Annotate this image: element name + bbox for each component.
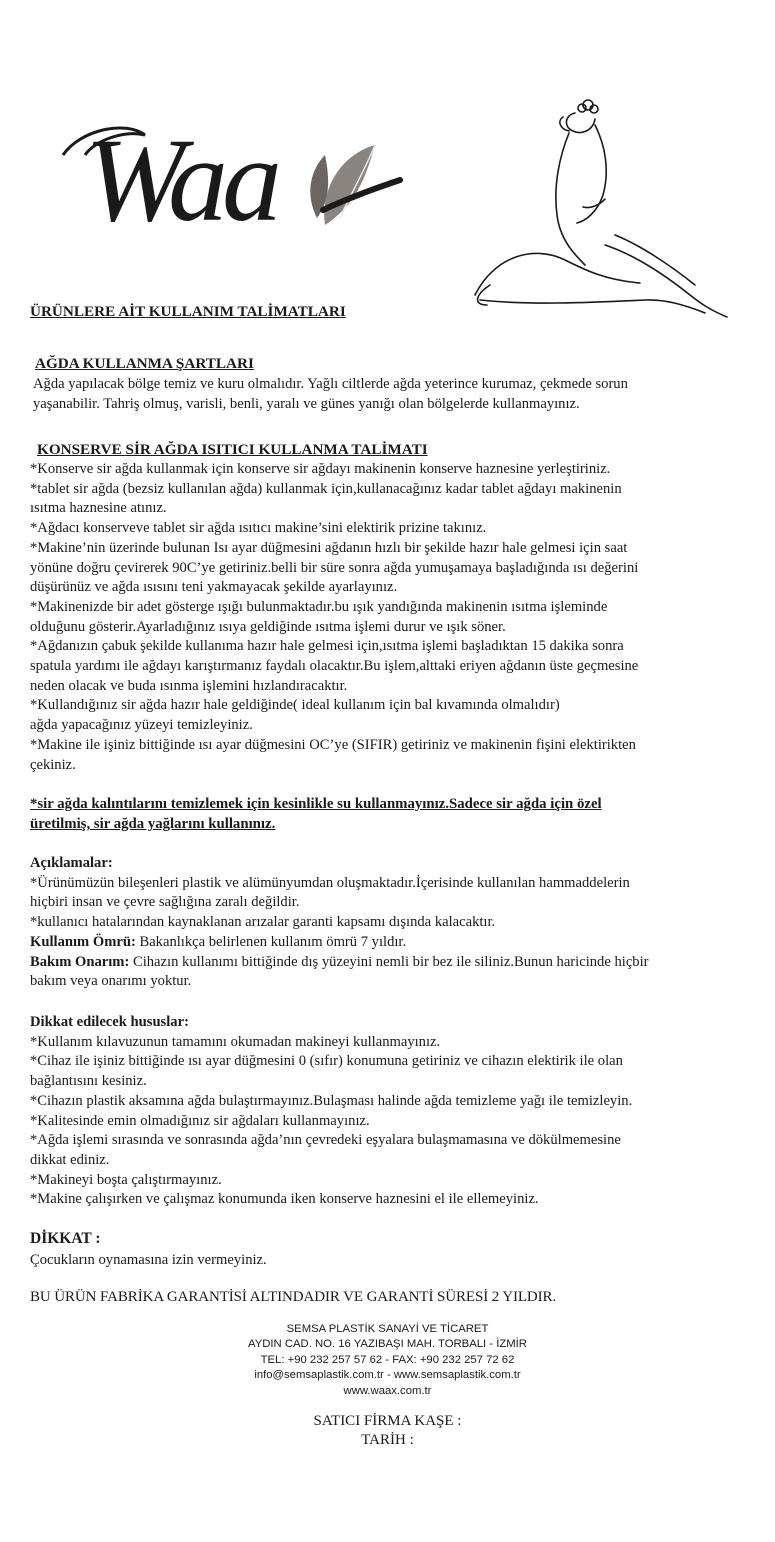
bakim-onarim-label: Bakım Onarım: [30, 953, 130, 970]
section-body-konserve [30, 460, 750, 775]
svg-text:Waa: Waa [85, 113, 276, 240]
text-line: *Kullandığınız sir ağda hazır hale geldiğinde( ideal kullanım için bal kıvamında olmalıdır) [30, 697, 560, 714]
text-line: üretilmiş, sir ağda yağlarını kullanınız. [30, 815, 276, 832]
seller-stamp-label: SATICI FİRMA KAŞE : [313, 1413, 462, 1429]
section-dikkat-hususlar [30, 1013, 750, 1210]
text-line: yönüne doğru çevirerek 90C’ye getiriniz.belli bir süre sonra ağda yumuşamaya başladığında ısı değerini [30, 559, 639, 576]
text-line: *Ağdacı konserveve tablet sir ağda ısıtıcı makine’sini elektirik prizine takınız. [30, 520, 487, 537]
text-line: bağlantısını kesiniz. [30, 1073, 147, 1090]
text-line: düşürünüz ve ağda ısısını teni yakmayacak şekilde ayarlayınız. [30, 579, 398, 596]
text-line: neden olacak ve buda ısınma işlemini hızlandıracaktır. [30, 677, 348, 694]
text-line: *Makinenizde bir adet gösterge ışığı bulunmaktadır.bu ışık yandığında makinenin ısıtma işleminde [30, 598, 608, 615]
company-phone: TEL: +90 232 257 57 62 - FAX: +90 232 257 72 62 [260, 1353, 515, 1366]
dikkat-text: Çocukların oynamasına izin vermeyiniz. [30, 1251, 267, 1268]
company-info [0, 1322, 775, 1399]
text-line: *sir ağda kalıntılarını temizlemek için kesinlikle su kullanmayınız.Sadece sir ağda için özel [30, 796, 602, 812]
section-heading-dikkat: DİKKAT : [30, 1230, 101, 1247]
text-line: *Cihazın plastik aksamına ağda bulaştırmayınız.Bulaşması halinde ağda temizleme yağı ile temizleyin. [30, 1092, 633, 1109]
company-site-link[interactable]: www.waax.com.tr [343, 1384, 432, 1397]
text-line: *Ağda işlemi sırasında ve sonrasında ağda’nın çevredeki eşyalara bulaşmamasına ve dökülmemesine [30, 1132, 621, 1149]
text-line: yaşanabilir. Tahriş olmuş, varisli, benli, yaralı ve günes yanığı olan bölgelerde kullanmayınız. [33, 395, 580, 412]
bakim-onarim-text: Cihazın kullanımı bittiğinde dış yüzeyini nemli bir bez ile siliniz.Bunun haricinde hiçbir [129, 953, 649, 970]
section-heading-agda-kullanma: AĞDA KULLANMA ŞARTLARI [35, 355, 254, 372]
text-line: Ağda yapılacak bölge temiz ve kuru olmalıdır. Yağlı ciltlerde ağda yeterince kurumaz, çekmede sorun [33, 376, 628, 392]
text-line: *Makine ile işiniz bittiğinde ısı ayar düğmesini OC’ye (SIFIR) getiriniz ve makinenin fişini elektirikten [30, 736, 636, 753]
text-line: ağda yapacağınız yüzeyi temizleyiniz. [30, 717, 253, 734]
woman-silhouette-icon [465, 95, 745, 325]
section-heading-aciklamalar: Açıklamalar: [30, 855, 113, 871]
text-line: *Konserve sir ağda kullanmak için konserve sir ağdayı makinenin konserve haznesine yerleştiriniz. [30, 461, 611, 477]
section-heading-konserve: KONSERVE SİR AĞDA ISITICI KULLANMA TALİMATI [37, 441, 428, 458]
section-body-agda-kullanma [33, 375, 753, 414]
text-line: *Cihaz ile işiniz bittiğinde ısı ayar düğmesini 0 (sıfır) konumuna getiriniz ve cihazın elektirik ile olan [30, 1053, 623, 1070]
text-line: *kullanıcı hatalarından kaynaklanan arızalar garanti kapsamı dışında kalacaktır. [30, 914, 496, 931]
text-line: ısıtma haznesine atınız. [30, 500, 167, 517]
section-aciklamalar [30, 854, 750, 992]
text-line: olduğunu gösterir.Ayarladığınız ısıya geldiğinde ısıtma işlemi durur ve ışık söner. [30, 618, 506, 635]
kullanim-omru-text: Bakanlıkça belirlenen kullanım ömrü 7 yıldır. [135, 933, 407, 950]
text-line: bakım veya onarımı yoktur. [30, 973, 192, 990]
warning-note [30, 795, 750, 834]
text-line: *Makineyi boşta çalıştırmayınız. [30, 1171, 222, 1188]
kullanim-omru-label: Kullanım Ömrü: [30, 933, 136, 950]
guarantee-statement: BU ÜRÜN FABRİKA GARANTİSİ ALTINDADIR VE GARANTİ SÜRESİ 2 YILDIR. [30, 1289, 557, 1305]
text-line: *Makine’nin üzerinde bulunan Isı ayar düğmesini ağdanın hızlı bir şekilde hazır hale gelmesi için saat [30, 539, 628, 556]
brand-logo [55, 100, 405, 240]
bakim-onarim-line [30, 953, 750, 973]
text-line: *Makine çalışırken ve çalışmaz konumunda iken konserve haznesini el ile ellemeyiniz. [30, 1191, 539, 1208]
company-email-link[interactable]: info@semsaplastik.com.tr - www.semsaplastik.com.tr [254, 1369, 521, 1382]
section-heading-dikkat-hususlar: Dikkat edilecek hususlar: [30, 1014, 189, 1030]
company-name: SEMSA PLASTİK SANAYİ VE TİCARET [286, 1323, 489, 1335]
waax-logo-graphic [55, 100, 405, 240]
company-address: AYDIN CAD. NO. 16 YAZIBAŞI MAH. TORBALI - İZMİR [248, 1338, 527, 1351]
text-line: *Kalitesinde emin olmadığınız sir ağdaları kullanmayınız. [30, 1112, 370, 1129]
text-line: *tablet sir ağda (bezsiz kullanılan ağda) kullanmak için,kullanacağınız kadar tablet ağdayı makinenin [30, 480, 622, 497]
seller-date-label: TARİH : [361, 1432, 414, 1448]
seller-info [0, 1412, 775, 1450]
kullanim-omru-line [30, 933, 750, 953]
woman-illustration [465, 95, 745, 325]
text-line: çekiniz. [30, 756, 76, 773]
text-line: spatula yardımı ile ağdayı karıştırmanız faydalı olacaktır.Bu işlem,alttaki eriyen ağdanın üste geçmesine [30, 658, 639, 675]
text-line: *Ürünümüzün bileşenleri plastik ve alümünyumdan oluşmaktadır.İçerisinde kullanılan hammaddelerin [30, 874, 630, 891]
text-line: *Kullanım kılavuzunun tamamını okumadan makineyi kullanmayınız. [30, 1033, 441, 1050]
section-dikkat [30, 1229, 750, 1270]
text-line: *Ağdanızın çabuk şekilde kullanıma hazır hale gelmesi için,ısıtma işlemi başladıktan 15 dakika sonra [30, 638, 624, 655]
text-line: hiçbiri insan ve çevre sağlığına zaralı değildir. [30, 894, 300, 911]
main-title: ÜRÜNLERE AİT KULLANIM TALİMATLARI [30, 303, 346, 320]
text-line: dikkat ediniz. [30, 1151, 110, 1168]
